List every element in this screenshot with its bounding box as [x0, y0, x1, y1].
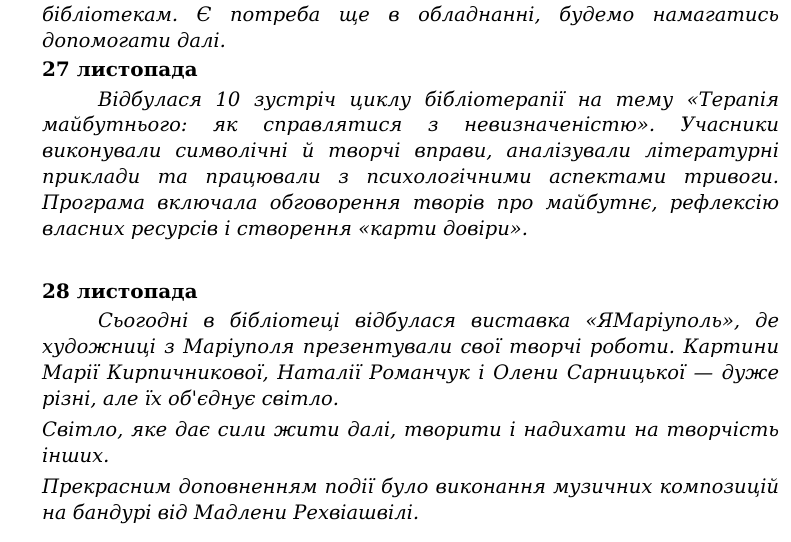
- entry-text-line: Прекрасним доповненням події було виконання музичних композицій: [42, 475, 779, 498]
- entry-text-line: Сьогодні в бібліотеці відбулася виставка «ЯМаріуполь», де: [98, 309, 779, 332]
- entry-text-line: Відбулася 10 зустріч циклу бібліотерапії на тему «Терапія: [98, 88, 779, 111]
- entry-text-line: різні, але їх об'єднує світло.: [42, 387, 339, 410]
- entry-date-heading: 28 листопада: [42, 279, 198, 303]
- intro-line: бібліотекам. Є потреба ще в обладнанні, будемо намагатись: [42, 3, 779, 26]
- intro-line: допомогати далі.: [42, 29, 226, 52]
- entry-text-line: власних ресурсів і створення «карти довіри».: [42, 217, 528, 240]
- entry-text-line: виконували символічні й творчі вправи, аналізували літературні: [42, 139, 779, 162]
- entry-text-line: Марії Кирпичникової, Наталії Романчук і Олени Сарницької — дуже: [42, 361, 779, 384]
- entry-text-line: художниці з Маріуполя презентували свої творчі роботи. Картини: [42, 335, 779, 358]
- entry-text-line: приклади та працювали з психологічними аспектами тривоги.: [42, 165, 779, 188]
- entry-date-heading: 27 листопада: [42, 57, 198, 81]
- entry-text-line: інших.: [42, 444, 110, 467]
- entry-text-line: Програма включала обговорення творів про майбутнє, рефлексію: [42, 191, 779, 214]
- entry-text-line: майбутнього: як справлятися з невизначеністю». Учасники: [42, 113, 779, 136]
- entry-text-line: Світло, яке дає сили жити далі, творити і надихати на творчість: [42, 418, 779, 441]
- entry-text-line: на бандурі від Мадлени Рехвіашвілі.: [42, 501, 420, 524]
